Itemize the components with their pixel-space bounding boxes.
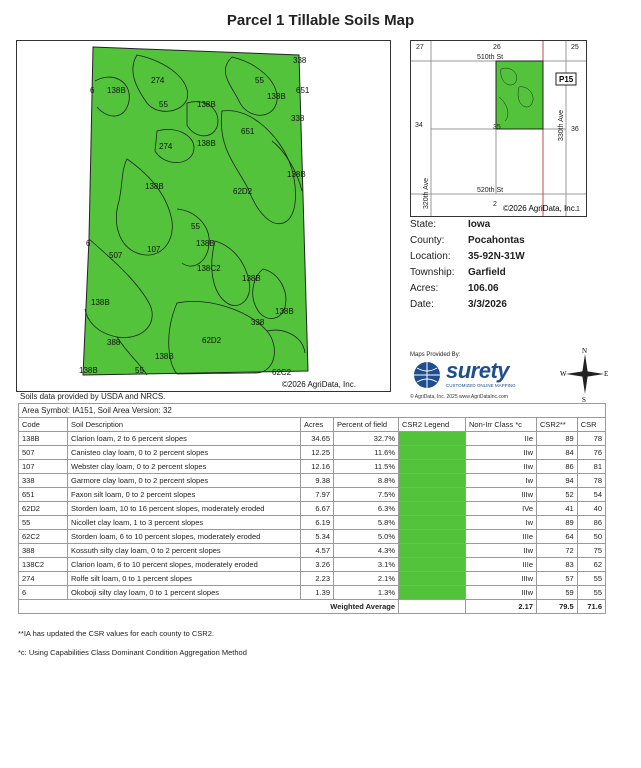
soil-code: 388 [19,544,68,558]
non-irr-class: IIIw [466,488,537,502]
soil-description: Kossuth silty clay loam, 0 to 2 percent slopes [68,544,301,558]
csr-value: 76 [577,446,605,460]
csr2-legend-swatch [399,474,466,488]
csr2-value: 57 [537,572,578,586]
table-row [19,488,606,502]
compass-n: N [582,347,588,355]
source-note: Soils data provided by USDA and NRCS. [20,392,166,401]
soil-map-label: 138C2 [197,264,221,273]
road-label-520th-st: 520th St [477,187,504,194]
column-header: CSR2 Legend [399,418,466,432]
soil-acres: 7.97 [301,488,334,502]
logo-footer: © AgriData, Inc. 2025 www.AgriDataInc.com [410,394,508,400]
column-header: Percent of field [334,418,399,432]
soil-acres: 6.67 [301,502,334,516]
weighted-csr2: 79.5 [537,600,578,614]
soil-map-label: 138B [107,86,126,95]
soil-description: Webster clay loam, 0 to 2 percent slopes [68,460,301,474]
soil-description: Clarion loam, 2 to 6 percent slopes [68,432,301,446]
column-header: Acres [301,418,334,432]
soil-map-label: 338 [291,114,305,123]
csr-value: 75 [577,544,605,558]
parcel-info [410,216,525,312]
csr-value: 55 [577,572,605,586]
soil-map-label: 138B [197,139,216,148]
soil-map-label: 651 [296,86,310,95]
soil-acres: 4.57 [301,544,334,558]
soil-map-label: 62C2 [272,368,292,377]
area-symbol: Area Symbol: IA151, Soil Area Version: 32 [19,404,606,418]
soil-map-label: 107 [147,245,161,254]
soil-acres: 1.39 [301,586,334,600]
soil-map-label: 651 [241,127,255,136]
csr2-value: 83 [537,558,578,572]
non-irr-class: IIw [466,460,537,474]
legend-swatch [399,474,465,487]
legend-swatch [399,460,465,473]
info-value: 106.06 [468,282,499,294]
info-value: Iowa [468,218,491,230]
soil-percent: 5.8% [334,516,399,530]
csr2-legend-swatch [399,432,466,446]
csr2-value: 41 [537,502,578,516]
info-label: Township: [410,266,455,278]
soil-map-label: 138B [79,366,98,375]
soil-map-label: 138B [145,182,164,191]
info-label: Date: [410,298,434,310]
section-number: 2 [493,201,497,208]
weighted-csr: 71.6 [577,600,605,614]
csr2-legend-swatch [399,572,466,586]
highway-label: P15 [559,75,574,84]
soil-percent: 32.7% [334,432,399,446]
table-row [19,460,606,474]
section-number: 1 [576,206,580,213]
csr2-legend-swatch [399,488,466,502]
soil-percent: 4.3% [334,544,399,558]
table-row [19,474,606,488]
csr2-value: 86 [537,460,578,474]
csr2-value: 89 [537,432,578,446]
location-map-copyright: ©2026 AgriData, Inc. [503,204,577,213]
soil-acres: 34.65 [301,432,334,446]
legend-swatch [399,446,465,459]
legend-swatch [399,572,465,585]
soil-acres: 9.38 [301,474,334,488]
info-label: County: [410,234,445,246]
page-title: Parcel 1 Tillable Soils Map [226,12,415,29]
map-copyright: ©2026 AgriData, Inc. [282,380,356,389]
csr2-legend-swatch [399,558,466,572]
soil-map-label: 338 [293,56,307,65]
csr2-legend-swatch [399,460,466,474]
legend-swatch [399,558,465,571]
soil-code: 6 [19,586,68,600]
info-label: Location: [410,250,451,262]
legend-swatch [399,432,465,445]
soil-percent: 1.3% [334,586,399,600]
soils-map[interactable] [16,40,391,392]
legend-swatch [399,488,465,501]
csr2-value: 94 [537,474,578,488]
soil-description: Rolfe silt loam, 0 to 1 percent slopes [68,572,301,586]
table-row [19,572,606,586]
non-irr-class: IIIe [466,530,537,544]
legend-swatch [399,544,465,557]
soil-code: 62C2 [19,530,68,544]
non-irr-class: IIe [466,432,537,446]
non-irr-class: IIIe [466,558,537,572]
soil-map-label: 138B [287,170,306,179]
soil-map-label: 138B [267,92,286,101]
table-row [19,530,606,544]
info-value: 3/3/2026 [468,298,507,310]
soil-percent: 2.1% [334,572,399,586]
csr-value: 86 [577,516,605,530]
csr2-legend-swatch [399,502,466,516]
column-header: Non-Irr Class *c [466,418,537,432]
section-number: 34 [415,122,423,129]
soil-code: 274 [19,572,68,586]
soil-map-label: 138B [197,100,216,109]
soil-map-label: 507 [109,251,123,260]
non-irr-class: IIIw [466,586,537,600]
non-irr-class: Iw [466,474,537,488]
info-value: Garfield [468,266,506,278]
column-header: Code [19,418,68,432]
legend-swatch [399,502,465,515]
logo-provided-by: Maps Provided By: [410,352,461,358]
info-label: Acres: [410,282,439,294]
compass-rose-icon [560,346,610,402]
footnote-aggregation: *c: Using Capabilities Class Dominant Condition Aggregation Method [18,648,247,657]
weighted-average-row [19,600,606,614]
csr-value: 50 [577,530,605,544]
soil-percent: 11.5% [334,460,399,474]
weighted-class: 2.17 [466,600,537,614]
csr-value: 54 [577,488,605,502]
soil-description: Faxon silt loam, 0 to 2 percent slopes [68,488,301,502]
section-number: 27 [416,44,424,51]
weighted-average-label: Weighted Average [19,600,399,614]
section-number: 26 [493,44,501,51]
soil-acres: 12.16 [301,460,334,474]
soil-description: Storden loam, 6 to 10 percent slopes, moderately eroded [68,530,301,544]
csr2-legend-swatch [399,544,466,558]
column-header: CSR [577,418,605,432]
csr2-legend-swatch [399,530,466,544]
section-number: 35 [493,124,501,131]
csr2-value: 52 [537,488,578,502]
compass-s: S [582,396,586,402]
table-row [19,432,606,446]
soil-acres: 6.19 [301,516,334,530]
soil-map-label: 138B [196,239,215,248]
soil-description: Clarion loam, 6 to 10 percent slopes, moderately eroded [68,558,301,572]
csr-value: 81 [577,460,605,474]
soil-description: Storden loam, 10 to 16 percent slopes, moderately eroded [68,502,301,516]
soil-code: 338 [19,474,68,488]
soil-code: 138B [19,432,68,446]
csr2-value: 84 [537,446,578,460]
soil-map-label: 62D2 [233,187,253,196]
table-row [19,446,606,460]
legend-swatch [399,530,465,543]
soil-map-label: 55 [159,100,168,109]
soil-percent: 6.3% [334,502,399,516]
soil-description: Okoboji silty clay loam, 0 to 1 percent slopes [68,586,301,600]
soil-map-label: 6 [90,86,95,95]
logo-brand: surety [446,358,510,383]
legend-swatch [399,586,465,599]
column-header: CSR2** [537,418,578,432]
table-row [19,516,606,530]
soil-percent: 5.0% [334,530,399,544]
csr2-legend-swatch [399,586,466,600]
soil-map-label: 338 [251,318,265,327]
footnote-csr2: **IA has updated the CSR values for each county to CSR2. [18,629,214,638]
non-irr-class: IIw [466,446,537,460]
section-number: 25 [571,44,579,51]
soil-code: 107 [19,460,68,474]
non-irr-class: IVe [466,502,537,516]
soil-map-label: 138B [242,274,261,283]
table-row [19,544,606,558]
soil-acres: 3.26 [301,558,334,572]
non-irr-class: IIIw [466,572,537,586]
soil-description: Nicollet clay loam, 1 to 3 percent slopes [68,516,301,530]
soil-code: 507 [19,446,68,460]
road-label-320th-ave: 320th Ave [423,177,430,209]
info-label: State: [410,218,437,230]
soil-percent: 8.8% [334,474,399,488]
csr-value: 55 [577,586,605,600]
soil-map-label: 138B [275,307,294,316]
info-value: Pocahontas [468,234,525,246]
soil-map-label: 55 [191,222,200,231]
road-label-330th-ave: 330th Ave [558,109,565,141]
csr2-legend-swatch [399,516,466,530]
soil-code: 651 [19,488,68,502]
soil-percent: 3.1% [334,558,399,572]
csr2-legend-swatch [399,446,466,460]
location-map[interactable] [410,40,587,217]
surety-logo[interactable] [410,352,550,400]
parcel-highlight [496,61,543,129]
csr2-value: 72 [537,544,578,558]
table-header [19,418,606,432]
soil-map-label: 138B [91,298,110,307]
soil-map-label: 55 [135,366,144,375]
soil-percent: 7.5% [334,488,399,502]
soil-code: 62D2 [19,502,68,516]
section-number: 36 [571,126,579,133]
soil-acres: 5.34 [301,530,334,544]
csr-value: 78 [577,432,605,446]
soil-acres: 2.23 [301,572,334,586]
legend-swatch [399,516,465,529]
csr2-value: 89 [537,516,578,530]
soil-description: Canisteo clay loam, 0 to 2 percent slopes [68,446,301,460]
soil-description: Garmore clay loam, 0 to 2 percent slopes [68,474,301,488]
soil-percent: 11.6% [334,446,399,460]
soil-acres: 12.25 [301,446,334,460]
csr2-value: 64 [537,530,578,544]
soil-map-label: 274 [151,76,165,85]
csr-value: 62 [577,558,605,572]
non-irr-class: IIw [466,544,537,558]
csr-value: 40 [577,502,605,516]
table-row [19,586,606,600]
soil-map-label: 55 [255,76,264,85]
soil-map-label: 62D2 [202,336,222,345]
column-header: Soil Description [68,418,301,432]
info-value: 35-92N-31W [468,250,525,262]
soil-code: 55 [19,516,68,530]
soil-map-label: 274 [159,142,173,151]
road-label-510th-st: 510th St [477,54,504,61]
table-row [19,558,606,572]
soil-map-label: 138B [155,352,174,361]
soil-map-label: 6 [86,239,91,248]
logo-tagline: CUSTOMIZED ONLINE MAPPING [446,383,516,388]
soil-map-label: 388 [107,338,121,347]
compass-w: W [560,370,567,378]
table-row [19,502,606,516]
soils-table [18,403,606,614]
soil-code: 138C2 [19,558,68,572]
csr-value: 78 [577,474,605,488]
csr2-value: 59 [537,586,578,600]
compass-e: E [604,370,609,378]
non-irr-class: Iw [466,516,537,530]
globe-icon [412,360,442,390]
